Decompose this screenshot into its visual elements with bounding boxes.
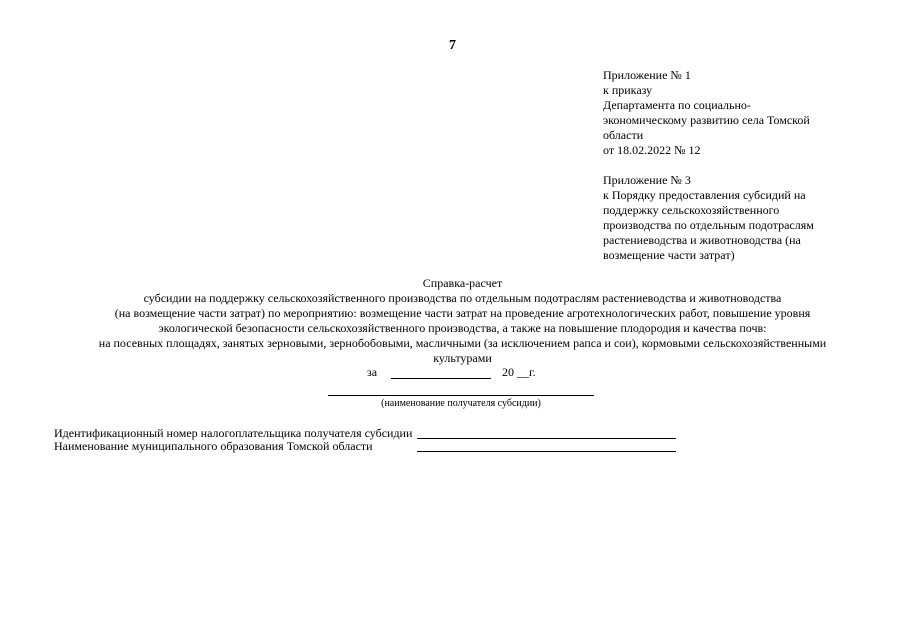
document-title-line: экологической безопасности сельскохозяйственного производства, а также на повышение плодородия и качества почв: — [158, 321, 767, 335]
period-blank-field[interactable] — [391, 378, 491, 379]
period-prefix: за — [367, 365, 378, 379]
appendix-1-line: Приложение № 1 — [603, 68, 691, 82]
document-title-line: субсидии на поддержку сельскохозяйственного производства по отдельным подотраслям растениеводства и животноводства — [143, 291, 782, 305]
municipality-label: Наименование муниципального образования Томской области — [54, 439, 373, 453]
inn-label: Идентификационный номер налогоплательщика получателя субсидии — [54, 426, 413, 440]
document-title-line: на посевных площадях, занятых зерновыми, зернобобовыми, масличными (за исключением рапса и сои), кормовыми сельскохозяйственными — [98, 336, 827, 350]
appendix-1-line: к приказу — [603, 83, 653, 97]
document-title-line: (на возмещение части затрат) по мероприятию: возмещение части затрат на проведение агротехнологических работ, повышение уровня — [114, 306, 811, 320]
document-title-line: культурами — [433, 351, 492, 365]
appendix-3-line: к Порядку предоставления субсидий на — [603, 188, 806, 202]
period-year: 20 __г. — [502, 365, 536, 379]
municipality-row — [54, 440, 373, 453]
appendix-1-line: области — [603, 128, 644, 142]
page-number: 7 — [449, 38, 456, 53]
appendix-1-block — [603, 68, 843, 158]
appendix-3-line: возмещение части затрат) — [603, 248, 735, 262]
appendix-3-line: растениеводства и животноводства (на — [603, 233, 801, 247]
appendix-3-line: Приложение № 3 — [603, 173, 691, 187]
municipality-field[interactable] — [417, 451, 676, 452]
appendix-3-line: производства по отдельным подотраслям — [603, 218, 814, 232]
inn-field[interactable] — [417, 438, 676, 439]
recipient-caption: (наименование получателя субсидии) — [381, 398, 541, 409]
appendix-3-line: поддержку сельскохозяйственного — [603, 203, 780, 217]
document-title-block — [40, 276, 885, 366]
appendix-1-line: от 18.02.2022 № 12 — [603, 143, 701, 157]
appendix-1-line: Департамента по социально- — [603, 98, 751, 112]
appendix-3-block — [603, 173, 843, 263]
document-heading: Справка-расчет — [422, 276, 503, 290]
appendix-1-line: экономическому развитию села Томской — [603, 113, 810, 127]
recipient-name-field[interactable] — [328, 395, 594, 396]
